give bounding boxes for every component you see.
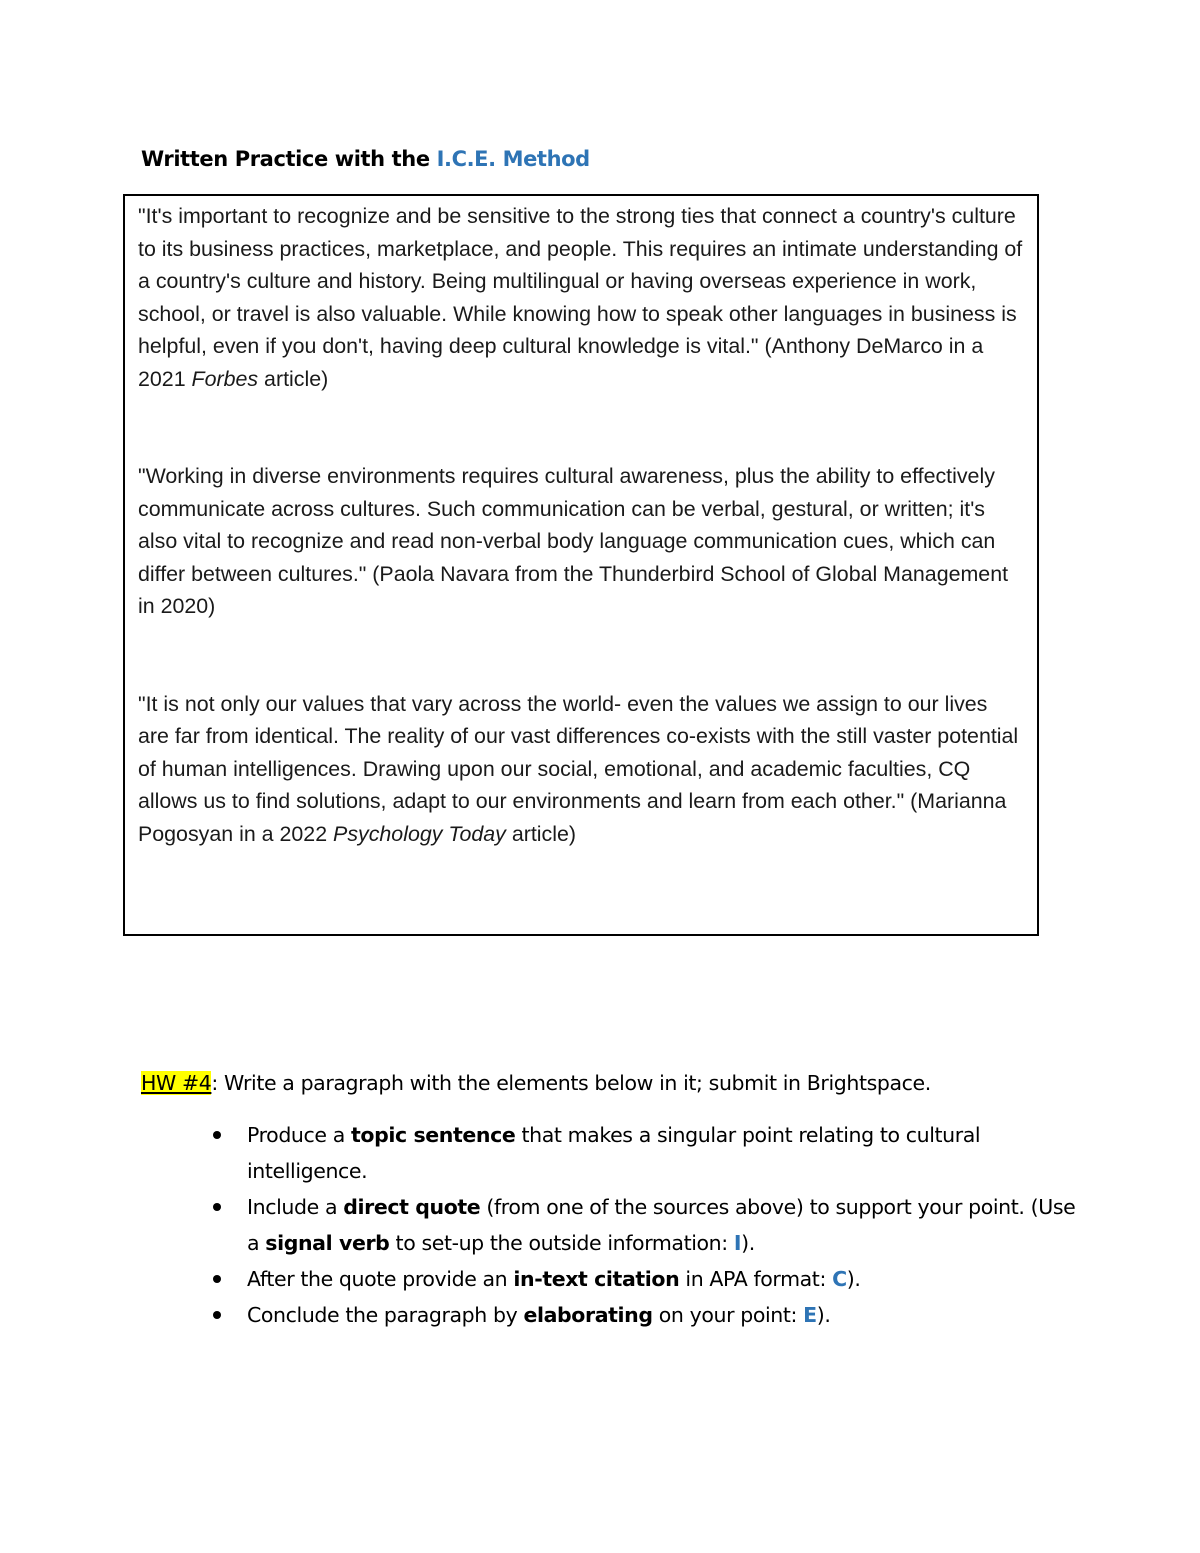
bullet-text: ). bbox=[741, 1231, 755, 1255]
quote-1-text: "It's important to recognize and be sensitive to the strong ties that connect a country's culture to its business practices, marketplace, and people. This requires an intimate understanding of a country's culture and history. Being multilingual or having overseas experience in work, school, or travel is also valuable. While knowing how to speak other languages in business is helpful, even if you don't, having deep cultural knowledge is vital." (Anthony DeMarco in a 2021 bbox=[138, 204, 1023, 391]
list-item bbox=[247, 1117, 1077, 1189]
bullet-text: After the quote provide an bbox=[247, 1267, 514, 1291]
bullet-bold: in-text citation bbox=[513, 1267, 680, 1291]
bullet-icon bbox=[213, 1131, 221, 1139]
quote-2-text: "Working in diverse environments requires cultural awareness, plus the ability to effectively communicate across cultures. Such communication can be verbal, gestural, or written; it's also vital to recognize and read non-verbal body language communication cues, which can differ between cultures." (Paola Navara from the Thunderbird School of Global Management in 2020) bbox=[138, 464, 1009, 618]
homework-text: : Write a paragraph with the elements below in it; submit in Brightspace. bbox=[211, 1071, 931, 1095]
page-title bbox=[141, 142, 590, 176]
bullet-icon bbox=[213, 1311, 221, 1319]
ice-letter: E bbox=[803, 1303, 817, 1327]
homework-instruction bbox=[141, 1065, 1101, 1101]
bullet-bold: signal verb bbox=[265, 1231, 390, 1255]
bullet-icon bbox=[213, 1275, 221, 1283]
list-item bbox=[247, 1297, 1077, 1333]
title-accent: I.C.E. Method bbox=[436, 147, 590, 171]
bullet-text: Produce a bbox=[247, 1123, 352, 1147]
title-prefix: Written Practice with the bbox=[141, 147, 437, 171]
ice-letter: I bbox=[733, 1231, 742, 1255]
bullet-text: ). bbox=[846, 1267, 861, 1291]
bullet-text: Include a bbox=[247, 1195, 344, 1219]
bullet-text: ). bbox=[816, 1303, 831, 1327]
bullet-bold: elaborating bbox=[523, 1303, 653, 1327]
quote-3-text: "It is not only our values that vary across the world- even the values we assign to our lives are far from identical. The reality of our vast differences co-exists with the still vaster potential of human intelligences. Drawing upon our social, emotional, and academic faculties, CQ allows us to find solutions, adapt to our environments and learn from each other." (Marianna Pogosyan in a 2022 bbox=[138, 691, 1019, 846]
bullet-text: Conclude the paragraph by bbox=[247, 1303, 524, 1327]
bullet-text: that makes a singular point relating to cultural intelligence. bbox=[247, 1123, 981, 1183]
ice-letter: C bbox=[832, 1267, 847, 1291]
bullet-icon bbox=[213, 1203, 221, 1211]
bullet-bold: topic sentence bbox=[351, 1123, 516, 1147]
quote-3 bbox=[138, 688, 1023, 851]
quote-1-source-title: Forbes bbox=[191, 366, 259, 391]
bullet-text: on your point: bbox=[652, 1303, 804, 1327]
list-item bbox=[247, 1261, 1077, 1297]
quote-3-source-title: Psychology Today bbox=[333, 821, 506, 846]
quote-1 bbox=[138, 200, 1023, 395]
bullet-text: in APA format: bbox=[679, 1267, 833, 1291]
quote-box bbox=[123, 194, 1039, 936]
bullet-bold: direct quote bbox=[343, 1195, 481, 1219]
quote-1-tail: article) bbox=[258, 366, 329, 391]
quote-2 bbox=[138, 460, 1023, 623]
bullet-text: (from one of the sources above) to support your point. (Use a bbox=[247, 1195, 1076, 1255]
homework-label: HW #4 bbox=[141, 1071, 212, 1095]
bullet-text: to set-up the outside information: bbox=[389, 1231, 734, 1255]
list-item bbox=[247, 1189, 1077, 1261]
quote-3-tail: article) bbox=[505, 821, 577, 846]
requirements-list bbox=[247, 1117, 1077, 1333]
